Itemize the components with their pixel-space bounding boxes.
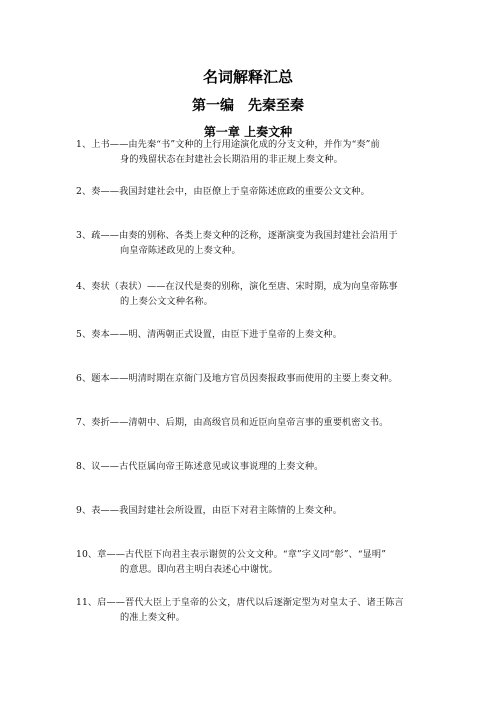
term-entry-line: 5、奏本——明、清两朝正式设置，由臣下进于皇帝的上奏文种。 [76,329,342,340]
term-entry-line: 6、题本——明清时期在京衙门及地方官员因奏报政事而使用的主要上奏文种。 [76,373,398,384]
term-entry-line: 的意思。即向君主明白表述心中谢忱。 [120,564,278,575]
term-entry-line: 7、奏折——清朝中、后期，由高级官员和近臣向皇帝言事的重要机密文书。 [76,417,389,428]
term-entry-line: 8、议——古代臣属向帝王陈述意见或议事说理的上奏文种。 [76,461,324,472]
term-entry-10 [76,547,432,577]
term-entry-line: 身的残留状态在封建社会长期沿用的非正规上奏文种。 [120,154,343,165]
term-entry-4 [76,279,432,309]
term-entry-8 [76,459,432,474]
term-entry-line: 10、章——古代臣下向君主表示谢贺的公文文种。“章”字义同“彰”、“显明” [76,549,387,560]
part-title: 第一编 先秦至秦 [192,98,304,114]
term-entry-1 [76,137,432,167]
term-entry-9 [76,503,432,518]
term-entry-line: 1、上书——由先秦“书”文种的上行用途演化成的分支文种，并作为“奏”前 [76,139,380,150]
term-entry-line: 2、奏——我国封建社会中，由臣僚上于皇帝陈述庶政的重要公文文种。 [76,186,370,197]
term-entry-line: 的准上奏文种。 [120,612,186,623]
term-entry-6 [76,371,432,386]
term-entry-line: 11、启——晋代大臣上于皇帝的公文，唐代以后逐渐定型为对皇太子、诸王陈言 [76,597,404,608]
term-entry-2 [76,184,432,199]
term-entry-line: 9、表——我国封建社会所设置，由臣下对君主陈情的上奏文种。 [76,505,342,516]
document-title: 名词解释汇总 [202,68,293,86]
term-entry-7 [76,415,432,430]
term-entry-line: 4、奏状（表状）——在汉代是奏的别称，演化至唐、宋时期，成为向皇帝陈事 [76,281,398,292]
term-entry-11 [76,595,432,625]
chapter-title: 第一章 上奏文种 [203,125,293,139]
term-entry-line: 的上奏公文文种名称。 [120,296,213,307]
term-entry-5 [76,327,432,342]
term-entry-line: 3、疏——由奏的别称、各类上奏文种的泛称，逐渐演变为我国封建社会沿用于 [76,230,398,241]
term-entry-3 [76,228,432,258]
term-entry-line: 向皇帝陈述政见的上奏文种。 [120,245,241,256]
